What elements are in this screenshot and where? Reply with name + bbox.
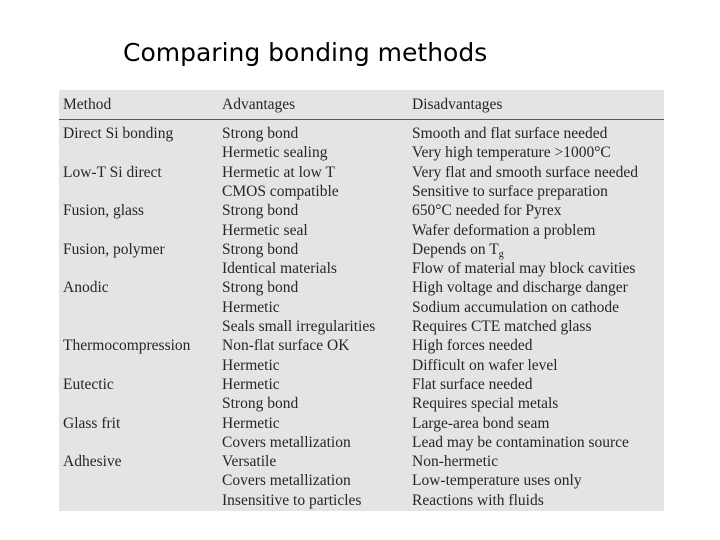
disadvantage-cell: Requires CTE matched glass [412, 318, 592, 335]
method-cell: Low-T Si direct [63, 163, 162, 181]
disadvantage-cell: Large-area bond seam [412, 414, 550, 432]
disadvantage-cell: Depends on $T_g$ [412, 240, 504, 260]
disadvantage-cell: Non-hermetic [412, 453, 499, 471]
method-cell: Fusion, glass [63, 202, 144, 220]
advantage-cell: Strong bond [222, 202, 299, 220]
disadvantage-cell: Flow of material may block cavities [412, 260, 636, 278]
header-advantages: Advantages [222, 96, 296, 113]
disadvantage-cell: High voltage and discharge danger [412, 279, 628, 297]
advantage-cell: Insensitive to particles [222, 491, 362, 509]
method-cell: Glass frit [63, 414, 121, 432]
disadvantage-cell: Very high temperature >1000°C [412, 144, 611, 162]
header-divider [59, 119, 664, 120]
disadvantage-cell: Wafer deformation a problem [412, 221, 596, 239]
advantage-cell: Covers metallization [222, 472, 351, 490]
slide-title: Comparing bonding methods [123, 38, 488, 67]
advantage-cell: Identical materials [222, 260, 337, 278]
advantage-cell: Strong bond [222, 240, 299, 258]
advantage-cell: Hermetic [222, 375, 280, 393]
advantage-cell: CMOS compatible [222, 182, 339, 200]
advantage-cell: Versatile [222, 453, 277, 471]
advantage-cell: Covers metallization [222, 433, 351, 451]
table-header-row [59, 90, 664, 118]
advantage-cell: Hermetic seal [222, 221, 308, 239]
disadvantage-cell: Smooth and flat surface needed [412, 125, 608, 142]
disadvantage-cell: Very flat and smooth surface needed [412, 163, 638, 181]
disadvantage-cell: Lead may be contamination source [412, 433, 629, 451]
advantage-cell: Strong bond [222, 125, 299, 142]
disadvantage-cell: Low-temperature uses only [412, 472, 582, 490]
advantage-cell: Strong bond [222, 395, 299, 413]
method-cell: Anodic [63, 279, 109, 297]
method-cell: Eutectic [63, 375, 114, 393]
advantage-cell: Hermetic [222, 298, 280, 316]
advantage-cell: Hermetic sealing [222, 144, 328, 162]
disadvantage-cell: Sensitive to surface preparation [412, 182, 608, 200]
advantage-cell: Non-flat surface OK [222, 337, 350, 355]
advantage-cell: Hermetic [222, 414, 280, 432]
header-method: Method [63, 96, 112, 113]
advantage-cell: Seals small irregularities [222, 318, 376, 335]
method-cell: Fusion, polymer [63, 240, 165, 258]
advantage-cell: Hermetic at low T [222, 163, 335, 181]
disadvantage-cell: Reactions with fluids [412, 491, 544, 509]
advantage-cell: Hermetic [222, 356, 280, 374]
disadvantage-cell: Sodium accumulation on cathode [412, 298, 620, 316]
disadvantage-cell: High forces needed [412, 337, 533, 355]
disadvantage-cell: Requires special metals [412, 395, 559, 413]
disadvantage-cell: Difficult on wafer level [412, 356, 558, 374]
disadvantage-cell: Flat surface needed [412, 375, 533, 393]
advantage-cell: Strong bond [222, 279, 299, 297]
method-cell: Adhesive [63, 453, 122, 471]
disadvantage-cell: 650°C needed for Pyrex [412, 202, 562, 220]
bonding-methods-table [59, 90, 664, 511]
header-disadvantages: Disadvantages [412, 96, 503, 113]
method-cell: Direct Si bonding [63, 125, 174, 142]
method-cell: Thermocompression [63, 337, 191, 355]
